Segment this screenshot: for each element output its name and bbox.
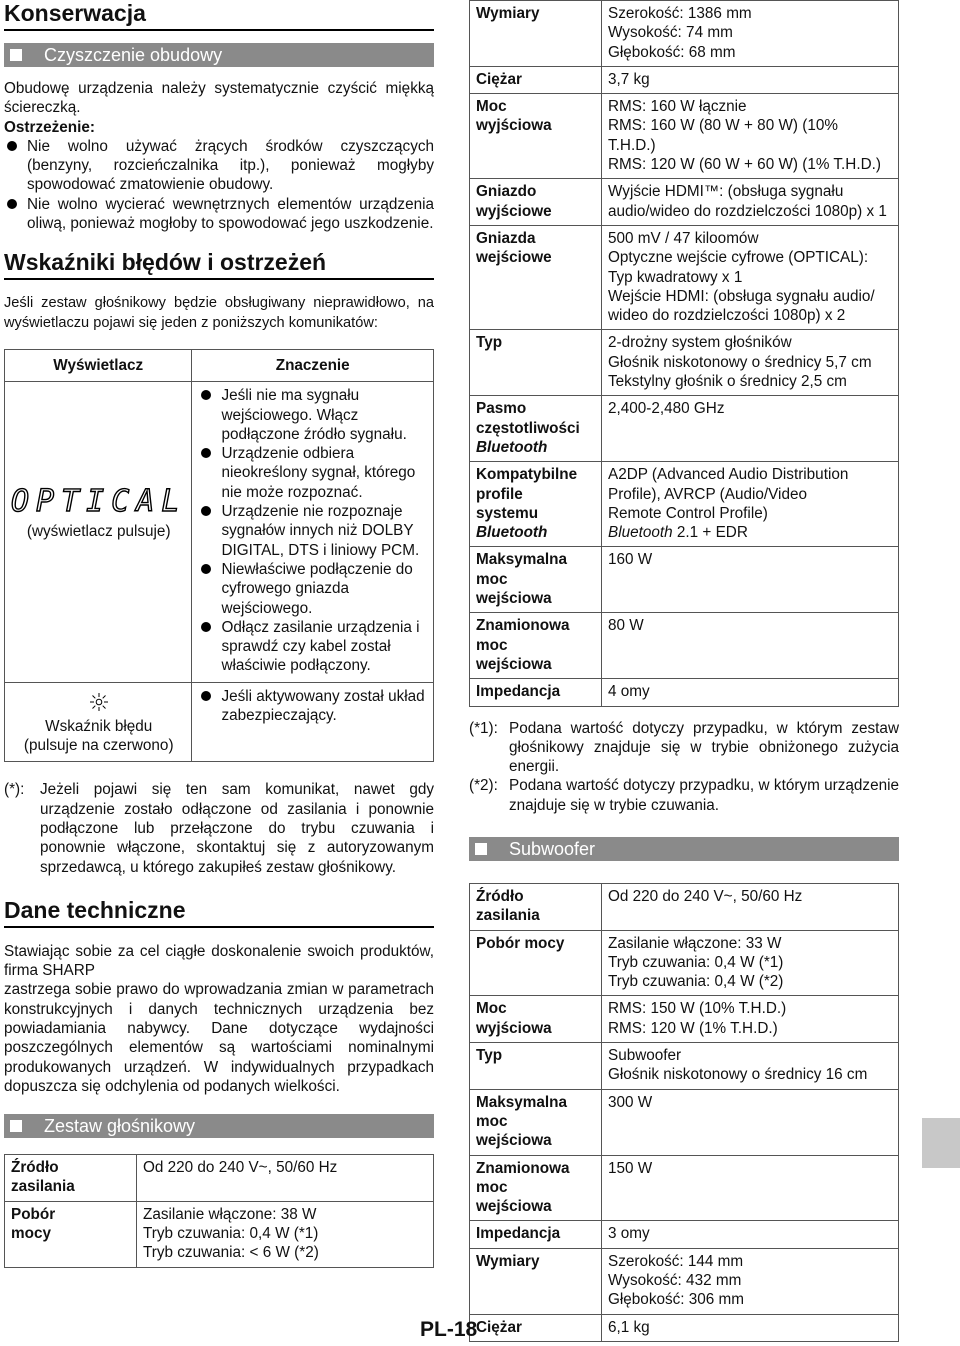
spec-value bbox=[602, 462, 899, 547]
errors-intro: Jeśli zestaw głośnikowy będzie obsługiwany nieprawidłowo, na wyświetlaczu pojawi się jeden z poniższych komunikatów: bbox=[4, 295, 434, 331]
spec-value-line: Remote Control Profile) bbox=[608, 504, 768, 522]
spec-value-line: 3,7 kg bbox=[608, 70, 650, 88]
spec-key-line: wyjściowe bbox=[476, 202, 552, 220]
spec-value-line: Wysokość: 432 mm bbox=[608, 1272, 742, 1290]
spec-key-line: profile bbox=[476, 485, 523, 503]
errors-title: Wskaźniki błędów i ostrzeżeń bbox=[4, 249, 434, 280]
spec-value-line: Tryb czuwania: 0,4 W (*1) bbox=[143, 1225, 319, 1243]
spec-key-line: zasilania bbox=[476, 907, 540, 925]
spec-value bbox=[602, 883, 899, 930]
spec-value-line: Tekstylny głośnik o średnicy 2,5 cm bbox=[608, 373, 847, 391]
spec-key-line: wejściowe bbox=[476, 249, 552, 267]
subwoofer-spec-table bbox=[469, 883, 899, 1342]
square-bullet-icon bbox=[10, 49, 22, 61]
indicator-caption-line1: Wskaźnik błędu bbox=[45, 717, 153, 735]
spec-value-line: 4 omy bbox=[608, 683, 650, 701]
spec-key-line: systemu bbox=[476, 504, 539, 522]
tech-intro-line2: zastrzega sobie prawo do wprowadzania zmian w parametrach konstrukcyjnych i danych technicznych urządzenia bez powiadamiania nabywcy. Dane dotyczące wydajności poszczególnych elementów są wartościami nominalnymi produkowanych urządzeń. W indywidualnych przypadkach dopuszcza się odchylenia od podanych wielkości. bbox=[4, 981, 434, 1095]
table-row bbox=[470, 66, 899, 93]
spec-key bbox=[470, 396, 602, 462]
table-header-row bbox=[5, 349, 434, 381]
spec-key bbox=[470, 66, 602, 93]
spec-value bbox=[602, 547, 899, 613]
spec-value-line: 2-drożny system głośników bbox=[608, 334, 792, 352]
spec-value-line: RMS: 120 W (60 W + 60 W) (1% T.H.D.) bbox=[608, 156, 881, 174]
spec-value-line: Tryb czuwania: < 6 W (*2) bbox=[143, 1244, 319, 1262]
left-column bbox=[4, 0, 434, 1268]
spec-value bbox=[602, 1155, 899, 1221]
meaning-bullet: Jeśli nie ma sygnału wejściowego. Włącz podłączone źródło sygnału. bbox=[198, 386, 429, 444]
spec-key-line: moc bbox=[476, 1112, 508, 1130]
spec-value-line: 160 W bbox=[608, 551, 653, 569]
spec-value-line: Tryb czuwania: 0,4 W (*2) bbox=[608, 973, 784, 991]
spec-key bbox=[470, 930, 602, 996]
bullet-dot-icon bbox=[201, 390, 211, 400]
spec-value-line: RMS: 120 W (1% T.H.D.) bbox=[608, 1019, 778, 1037]
table-row bbox=[470, 462, 899, 547]
spec-value-line: Głośnik niskotonowy o średnicy 16 cm bbox=[608, 1066, 868, 1084]
display-caption: (wyświetlacz pulsuje) bbox=[26, 522, 171, 540]
spec-value-line: Typ kwadratowy x 1 bbox=[608, 268, 743, 286]
spec-value-line: 2,400-2,480 GHz bbox=[608, 400, 725, 418]
square-bullet-icon bbox=[475, 843, 487, 855]
spec-value bbox=[602, 613, 899, 679]
spec-key-line: Kompatybilne bbox=[476, 466, 578, 484]
spec-value bbox=[602, 66, 899, 93]
spec-value bbox=[137, 1155, 434, 1202]
spec-value bbox=[602, 179, 899, 226]
speaker-header-label: Zestaw głośnikowy bbox=[44, 1116, 196, 1137]
spec-key-line: wejściowa bbox=[476, 655, 552, 673]
right-column bbox=[469, 0, 899, 1342]
cleaning-header-label: Czyszczenie obudowy bbox=[44, 45, 223, 65]
cleaning-intro: Obudowę urządzenia należy systematycznie czyścić miękką ściereczką. bbox=[4, 80, 434, 117]
konserwacja-title: Konserwacja bbox=[4, 0, 434, 31]
spec-key-line: Pasmo bbox=[476, 400, 527, 418]
spec-value bbox=[602, 996, 899, 1043]
spec-key-line: mocy bbox=[11, 1225, 51, 1243]
spec-key bbox=[470, 1248, 602, 1314]
spec-key-line: Ciężar bbox=[476, 1318, 522, 1336]
spec-key-line: wejściowa bbox=[476, 590, 552, 608]
spec-key bbox=[470, 94, 602, 179]
spec-value-line: Wyjście HDMI™: (obsługa sygnału bbox=[608, 183, 844, 201]
col-meaning-header: Znaczenie bbox=[192, 349, 434, 381]
spec-key-line: Bluetooth bbox=[476, 524, 548, 542]
tech-intro-line1: Stawiając sobie za cel ciągłe doskonalenie swoich produktów, firma SHARP bbox=[4, 942, 434, 980]
table-row bbox=[470, 94, 899, 179]
bullet-dot-icon bbox=[201, 506, 211, 516]
spec-value-line: Głębokość: 68 mm bbox=[608, 43, 736, 61]
page-edge-tab bbox=[922, 1118, 960, 1168]
table-row bbox=[470, 883, 899, 930]
spec-value bbox=[602, 1248, 899, 1314]
table-row bbox=[470, 930, 899, 996]
spec-value-line: Bluetooth 2.1 + EDR bbox=[608, 524, 748, 542]
meaning-bullet: Urządzenie nie rozpoznaje sygnałów innych niż DOLBY DIGITAL, DTS i liniowy PCM. bbox=[198, 502, 429, 560]
spec-value-line: 150 W bbox=[608, 1159, 653, 1177]
spec-value-line: audio/wideo do rozdzielczości 1080p) x 1 bbox=[608, 202, 887, 220]
blinking-indicator-icon bbox=[11, 691, 186, 713]
spec-value bbox=[602, 1043, 899, 1090]
subwoofer-section-header bbox=[469, 837, 899, 861]
spec-key bbox=[470, 1043, 602, 1090]
spec-key-line: Wymiary bbox=[476, 5, 540, 22]
spec-value-line: Profile), AVRCP (Audio/Video bbox=[608, 485, 807, 503]
spec-value-line: Od 220 do 240 V~, 50/60 Hz bbox=[608, 887, 803, 905]
spec-key-line: Gniazdo bbox=[476, 183, 537, 201]
table-row bbox=[470, 396, 899, 462]
bullet-dot-icon bbox=[201, 691, 211, 701]
speaker-section-header bbox=[4, 1114, 434, 1138]
bluetooth-word: Bluetooth bbox=[608, 524, 673, 542]
display-cell-indicator bbox=[5, 682, 192, 762]
spec-key-line: Znamionowa bbox=[476, 617, 570, 635]
table-row bbox=[5, 1201, 434, 1267]
bullet-dot-icon bbox=[7, 199, 17, 209]
spec-value-line: 3 omy bbox=[608, 1225, 650, 1243]
spec-value-line: Subwoofer bbox=[608, 1047, 682, 1065]
spec-key bbox=[470, 883, 602, 930]
spec-value bbox=[602, 396, 899, 462]
spec-key-line: Pobór bbox=[11, 1205, 56, 1223]
bullet-dot-icon bbox=[201, 564, 211, 574]
spec-value bbox=[602, 1221, 899, 1248]
spec-key bbox=[5, 1155, 137, 1202]
spec-value-line: Szerokość: 144 mm bbox=[608, 1252, 744, 1270]
spec-value-line: RMS: 160 W łącznie bbox=[608, 98, 747, 116]
spec-value-line: A2DP (Advanced Audio Distribution bbox=[608, 466, 849, 484]
bullet-dot-icon bbox=[7, 141, 17, 151]
spec-value-line: Zasilanie włączone: 38 W bbox=[143, 1205, 317, 1223]
soundbar-spec-table bbox=[469, 0, 899, 707]
spec-key bbox=[470, 225, 602, 329]
meaning-cell-indicator bbox=[192, 682, 434, 762]
spec-key-line: zasilania bbox=[11, 1178, 75, 1196]
table-row bbox=[470, 225, 899, 329]
spec-key-line: częstotliwości bbox=[476, 419, 580, 437]
speaker-spec-table bbox=[4, 1154, 434, 1267]
table-row bbox=[470, 1, 899, 67]
errors-footnote bbox=[4, 780, 434, 876]
spec-key bbox=[470, 1155, 602, 1221]
table-row bbox=[5, 1155, 434, 1202]
cleaning-section-header bbox=[4, 43, 434, 67]
display-cell-optical bbox=[5, 382, 192, 682]
spec-key-line: Typ bbox=[476, 334, 503, 352]
meaning-bullet: Niewłaściwe podłączenie do cyfrowego gniazda wejściowego. bbox=[198, 560, 429, 618]
spec-key bbox=[470, 179, 602, 226]
table-row bbox=[470, 1221, 899, 1248]
spec-value-line: RMS: 150 W (10% T.H.D.) bbox=[608, 1000, 787, 1018]
spec-value bbox=[602, 679, 899, 706]
spec-key bbox=[470, 330, 602, 396]
power-notes bbox=[469, 719, 899, 815]
spec-key bbox=[470, 547, 602, 613]
spec-value bbox=[602, 330, 899, 396]
table-row bbox=[470, 613, 899, 679]
spec-key-line: moc bbox=[476, 1178, 508, 1196]
spec-key-line: Znamionowa bbox=[476, 1159, 570, 1177]
bullet-dot-icon bbox=[201, 622, 211, 632]
spec-key bbox=[470, 996, 602, 1043]
spec-key-line: Ciężar bbox=[476, 70, 522, 88]
table-row bbox=[5, 682, 434, 762]
spec-value-line: 300 W bbox=[608, 1093, 653, 1111]
spec-key-line: Gniazda bbox=[476, 229, 536, 247]
spec-value-line: Od 220 do 240 V~, 50/60 Hz bbox=[143, 1159, 338, 1177]
spec-key bbox=[470, 1, 602, 67]
spec-key bbox=[470, 462, 602, 547]
spec-value-line: Tryb czuwania: 0,4 W (*1) bbox=[608, 953, 784, 971]
spec-key-line: Impedancja bbox=[476, 683, 561, 701]
spec-value-line: Szerokość: 1386 mm bbox=[608, 5, 752, 22]
warning-bullet bbox=[4, 195, 434, 234]
table-row bbox=[470, 547, 899, 613]
spec-key-line: moc bbox=[476, 570, 508, 588]
power-note: (*1): Podana wartość dotyczy przypadku, w którym zestaw głośnikowy znajduje się w trybie obniżonego zużycia energii. bbox=[469, 719, 899, 776]
spec-value-line: Wysokość: 74 mm bbox=[608, 24, 733, 42]
spec-value bbox=[602, 930, 899, 996]
footnote-text: Jeżeli pojawi się ten sam komunikat, nawet gdy urządzenie zostało odłączone od zasilania i ponownie podłączone lub przełączone do trybu czuwania i ponownie włączone, skontaktuj się z autoryzowanym sprzedawcą, u którego zakupiłeś zestaw głośnikowy. bbox=[40, 781, 434, 876]
warning-bullet-text: Nie wolno wycierać wewnętrznych elementów urządzenia oliwą, ponieważ mogłoby to spowodować jego uszkodzenie. bbox=[27, 195, 434, 233]
spec-key-line: moc bbox=[476, 636, 508, 654]
footnote-mark: (*): bbox=[4, 781, 25, 799]
spec-key-line: wyjściowa bbox=[476, 117, 552, 135]
warning-bullet bbox=[4, 137, 434, 195]
spec-value-line: 80 W bbox=[608, 617, 644, 635]
spec-key-line: Maksymalna bbox=[476, 551, 567, 569]
table-row bbox=[470, 1043, 899, 1090]
spec-key bbox=[470, 1089, 602, 1155]
spec-key bbox=[470, 1221, 602, 1248]
col-display-header: Wyświetlacz bbox=[5, 349, 192, 381]
spec-key bbox=[470, 679, 602, 706]
spec-key bbox=[470, 613, 602, 679]
spec-value bbox=[137, 1201, 434, 1267]
spec-value-line: wideo do rozdzielczości 1080p) x 2 bbox=[608, 307, 846, 325]
spec-key bbox=[470, 1314, 602, 1341]
spec-value-line: Głośnik niskotonowy o średnicy 5,7 cm bbox=[608, 353, 872, 371]
spec-key-line: Źródło bbox=[11, 1159, 59, 1177]
spec-value bbox=[602, 1089, 899, 1155]
spec-value-line: 6,1 kg bbox=[608, 1318, 650, 1336]
spec-key-line: Pobór mocy bbox=[476, 934, 565, 952]
meaning-bullet: Urządzenie odbiera nieokreślony sygnał, którego nie może rozpoznać. bbox=[198, 444, 429, 502]
spec-key-line: Wymiary bbox=[476, 1252, 540, 1270]
spec-value-line: Wejście HDMI: (obsługa sygnału audio/ bbox=[608, 287, 875, 305]
subwoofer-header-label: Subwoofer bbox=[509, 838, 596, 859]
spec-value-line: Optyczne wejście cyfrowe (OPTICAL): bbox=[608, 249, 869, 267]
spec-value bbox=[602, 1314, 899, 1341]
table-row bbox=[470, 179, 899, 226]
warning-bullet-text: Nie wolno używać żrących środków czyszczących (benzyny, rozcieńczalnika itp.), ponieważ mogłyby spowodować zmatowienie obudowy. bbox=[27, 137, 434, 194]
spec-key-line: wejściowa bbox=[476, 1198, 552, 1216]
spec-key bbox=[5, 1201, 137, 1267]
square-bullet-icon bbox=[10, 1120, 22, 1132]
table-row bbox=[470, 330, 899, 396]
table-row bbox=[470, 1155, 899, 1221]
spec-key-line: Źródło bbox=[476, 887, 524, 905]
spec-key-line: wyjściowa bbox=[476, 1019, 552, 1037]
warning-label: Ostrzeżenie: bbox=[4, 118, 95, 136]
spec-key-line: Moc bbox=[476, 98, 507, 116]
spec-value-line: T.H.D.) bbox=[608, 136, 656, 154]
meaning-bullet: Odłącz zasilanie urządzenia i sprawdź czy kabel został właściwie podłączony. bbox=[198, 618, 429, 676]
page-number: PL-18 bbox=[420, 1318, 478, 1341]
table-row bbox=[470, 679, 899, 706]
tech-title: Dane techniczne bbox=[4, 897, 434, 928]
lcd-display: OPTICAL bbox=[11, 484, 187, 520]
spec-key-line: Bluetooth bbox=[476, 438, 548, 456]
bullet-dot-icon bbox=[201, 448, 211, 458]
meaning-cell-optical bbox=[192, 382, 434, 682]
spec-value-line: Zasilanie włączone: 33 W bbox=[608, 934, 782, 952]
error-indicators-table bbox=[4, 349, 434, 762]
spec-key-line: wejściowa bbox=[476, 1132, 552, 1150]
spec-value bbox=[602, 1, 899, 67]
spec-value-line: RMS: 160 W (80 W + 80 W) (10% bbox=[608, 117, 838, 135]
spec-key-line: Typ bbox=[476, 1047, 503, 1065]
table-row bbox=[470, 1089, 899, 1155]
table-row bbox=[470, 1314, 899, 1341]
spec-value-line: Głębokość: 306 mm bbox=[608, 1291, 745, 1309]
spec-key-line: Maksymalna bbox=[476, 1093, 567, 1111]
spec-key-line: Impedancja bbox=[476, 1225, 561, 1243]
indicator-caption-line2: (pulsuje na czerwono) bbox=[23, 737, 174, 755]
spec-value-line: 500 mV / 47 kiloomów bbox=[608, 229, 759, 247]
meaning-bullet: Jeśli aktywowany został układ zabezpieczający. bbox=[198, 687, 429, 726]
spec-value bbox=[602, 225, 899, 329]
spec-value bbox=[602, 94, 899, 179]
table-row bbox=[5, 382, 434, 682]
table-row bbox=[470, 996, 899, 1043]
table-row bbox=[470, 1248, 899, 1314]
spec-key-line: Moc bbox=[476, 1000, 507, 1018]
power-note: (*2): Podana wartość dotyczy przypadku, w którym urządzenie znajduje się w trybie czuwania. bbox=[469, 777, 899, 814]
